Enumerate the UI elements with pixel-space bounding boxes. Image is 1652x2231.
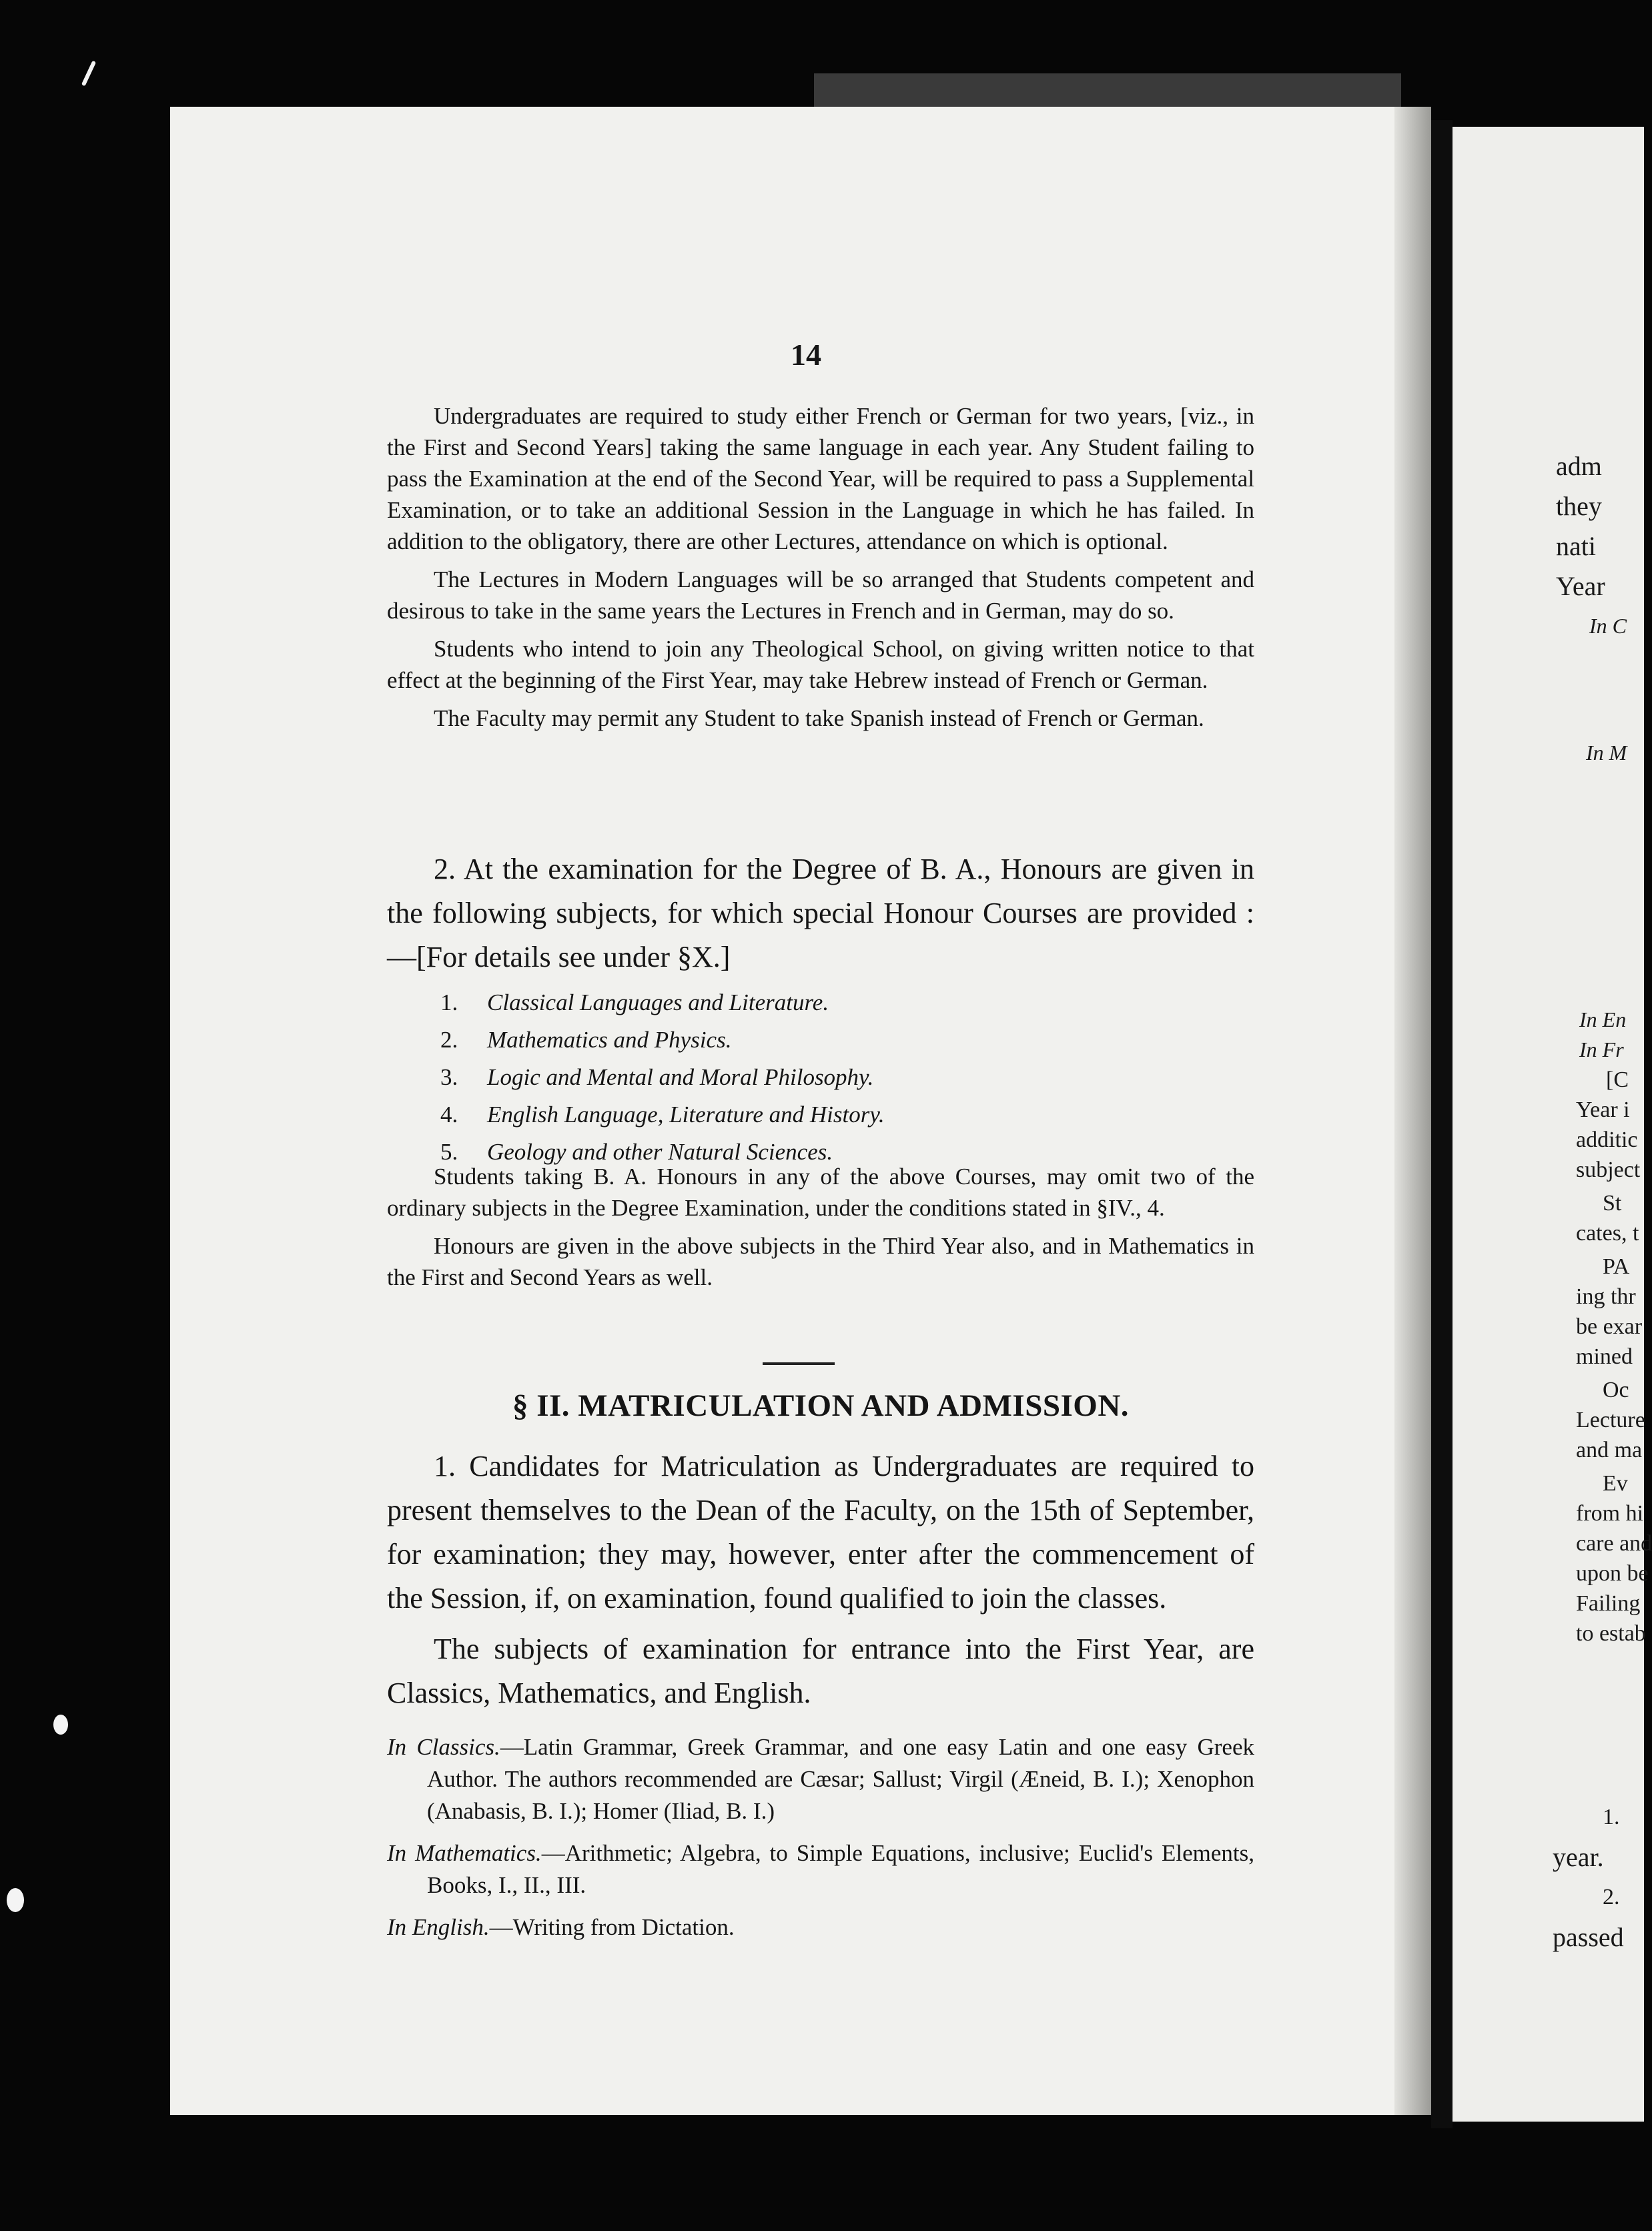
- list-item: [387, 1911, 1254, 1943]
- adjacent-page-fragment: subject: [1576, 1158, 1641, 1182]
- matriculation-paragraphs: [387, 1444, 1254, 1715]
- scan-speck: [7, 1888, 24, 1912]
- adjacent-page-fragment: nati: [1556, 531, 1596, 561]
- adjacent-page-fragment: they: [1556, 491, 1602, 521]
- adjacent-page-fragment: upon be: [1576, 1561, 1649, 1586]
- adjacent-page-fragment: Oc: [1603, 1378, 1629, 1402]
- adjacent-page-fragment: passed: [1553, 1922, 1624, 1952]
- adjacent-page-fragment: mined: [1576, 1344, 1633, 1369]
- list-item: [440, 1096, 885, 1134]
- list-item: [440, 984, 885, 1021]
- adjacent-page-fragment: PA: [1603, 1254, 1630, 1279]
- paragraph: 1. Candidates for Matriculation as Undergraduates are required to present themselves to the Dean of the Faculty, on the 15th of September, for examination; they may, however, enter after the commencement of the Session, if, on examination, found qualified to join the classes.: [387, 1450, 1254, 1615]
- adjacent-page-fragment: adm: [1556, 451, 1602, 481]
- adjacent-page-fragment: [C: [1606, 1067, 1629, 1092]
- list-subject: Classical Languages and Literature.: [487, 989, 829, 1015]
- list-number: 2.: [440, 1027, 458, 1053]
- paragraph: The Faculty may permit any Student to take Spanish instead of French or German.: [434, 705, 1204, 731]
- scan-speck: [53, 1715, 68, 1735]
- adjacent-page-fragment: St: [1603, 1191, 1622, 1216]
- adjacent-page-fragment: and ma: [1576, 1438, 1643, 1462]
- section-heading: § II. MATRICULATION AND ADMISSION.: [512, 1388, 1130, 1423]
- adjacent-page-fragment: be exar: [1576, 1314, 1643, 1339]
- adjacent-page-fragment: 1.: [1603, 1805, 1620, 1829]
- list-item: [387, 1731, 1254, 1827]
- subject-heading: In Classics.: [387, 1734, 500, 1760]
- adjacent-page-fragment: from hi: [1576, 1501, 1644, 1526]
- honours-intro: [387, 847, 1254, 979]
- section-divider: [763, 1362, 835, 1365]
- adjacent-page-fragment: additic: [1576, 1128, 1638, 1152]
- adjacent-page-fragment: ing thr: [1576, 1284, 1636, 1309]
- list-item: [440, 1021, 885, 1059]
- book-spine-gap: [1431, 120, 1453, 2128]
- paragraph: 2. At the examination for the Degree of B. A., Honours are given in the following subjects, for which special Honour Courses are provided :—[For details see under §X.]: [387, 853, 1254, 973]
- adjacent-page-fragment: 2.: [1603, 1885, 1620, 1909]
- list-item: [440, 1059, 885, 1096]
- list-subject: Geology and other Natural Sciences.: [487, 1139, 833, 1165]
- paragraph: The Lectures in Modern Languages will be so arranged that Students competent and desirous to take in the same years the Lectures in French and in German, may do so.: [387, 566, 1254, 624]
- list-subject: Logic and Mental and Moral Philosophy.: [487, 1064, 874, 1090]
- list-number: 3.: [440, 1064, 458, 1090]
- honours-subjects-list: [440, 984, 885, 1171]
- paragraph: Students taking B. A. Honours in any of the above Courses, may omit two of the ordinary subjects in the Degree Examination, under the conditions stated in §IV., 4.: [387, 1164, 1254, 1221]
- honours-notes: [387, 1161, 1254, 1293]
- list-number: 5.: [440, 1139, 458, 1165]
- paragraph: Honours are given in the above subjects in the Third Year also, and in Mathematics in the First and Second Years as well.: [387, 1233, 1254, 1290]
- scan-speck: [81, 61, 96, 87]
- subject-heading: In Mathematics.: [387, 1840, 542, 1866]
- adjacent-page-fragment: In C: [1589, 614, 1627, 638]
- list-item: [387, 1837, 1254, 1901]
- subject-text: —Writing from Dictation.: [489, 1914, 735, 1940]
- modern-languages-paragraphs: [387, 400, 1254, 734]
- adjacent-page-fragment: Failing: [1576, 1591, 1641, 1616]
- list-subject: Mathematics and Physics.: [487, 1027, 732, 1053]
- list-subject: English Language, Literature and History.: [487, 1101, 885, 1128]
- adjacent-page-fragment: care and: [1576, 1531, 1652, 1556]
- adjacent-page-fragment: Ev: [1603, 1471, 1628, 1496]
- adjacent-page-fragment: In En: [1579, 1007, 1627, 1031]
- adjacent-page-fragment: Year i: [1576, 1097, 1630, 1122]
- subject-text: —Arithmetic; Algebra, to Simple Equations, inclusive; Euclid's Elements, Books, I., II., III.: [427, 1840, 1254, 1898]
- entrance-subjects-list: [387, 1731, 1254, 1953]
- adjacent-page-fragment: In M: [1586, 741, 1627, 765]
- adjacent-page-fragment: cates, t: [1576, 1221, 1639, 1246]
- page-edge-shadow: [1394, 107, 1431, 2115]
- paragraph: Undergraduates are required to study either French or German for two years, [viz., in the First and Second Years] taking the same language in each year. Any Student failing to pass the Examination at the end of the Second Year, will be required to pass a Supplemental Examination, or to take an additional Session in the Language in which he has failed. In addition to the obligatory, there are other Lectures, attendance on which is optional.: [387, 403, 1254, 554]
- list-number: 4.: [440, 1101, 458, 1128]
- paragraph: Students who intend to join any Theological School, on giving written notice to that effect at the beginning of the First Year, may take Hebrew instead of French or German.: [387, 636, 1254, 693]
- adjacent-page: [1453, 127, 1652, 2122]
- list-number: 1.: [440, 989, 458, 1015]
- page-number: 14: [791, 338, 821, 372]
- adjacent-page-fragment: In Fr: [1579, 1037, 1624, 1061]
- subject-heading: In English.: [387, 1914, 490, 1940]
- paragraph: The subjects of examination for entrance into the First Year, are Classics, Mathematics, and English.: [387, 1633, 1254, 1709]
- adjacent-page-fragment: year.: [1553, 1842, 1604, 1872]
- adjacent-page-fragment: Year: [1556, 571, 1605, 601]
- adjacent-page-fragment: to estab: [1576, 1621, 1646, 1646]
- subject-text: —Latin Grammar, Greek Grammar, and one easy Latin and one easy Greek Author. The authors recommended are Cæsar; Sallust; Virgil (Æneid, B. I.); Xenophon (Anabasis, B. I.); Homer (Iliad, B. I.): [427, 1734, 1254, 1824]
- adjacent-page-fragment: Lecture: [1576, 1408, 1645, 1432]
- background-strip: [814, 73, 1401, 110]
